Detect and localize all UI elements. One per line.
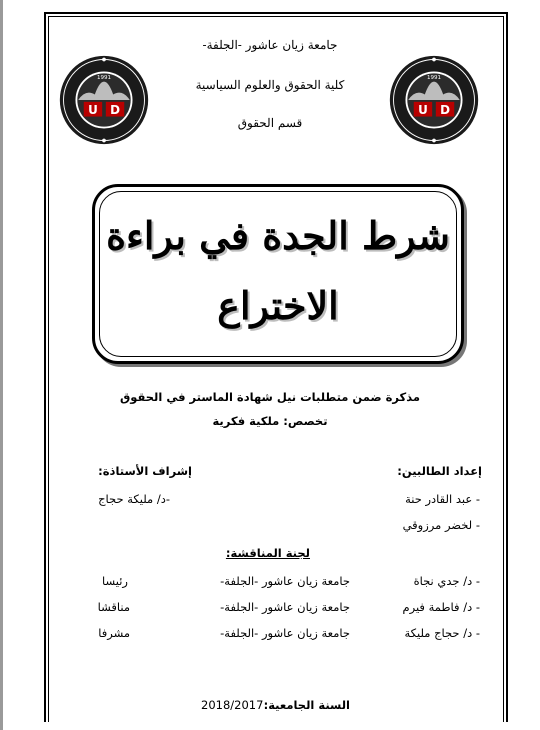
logo-letter-u: U [88, 102, 98, 117]
university-logo-right [388, 54, 480, 146]
academic-year-value: 2018/2017 [201, 698, 264, 712]
logo-letter-d: D [110, 102, 121, 117]
title-line-1: شرط الجدة في براءة [106, 213, 450, 258]
committee-member-1-role: رئيسا [102, 574, 128, 588]
logo-year: 1991 [426, 74, 442, 81]
committee-member-3-role: مشرفا [98, 626, 130, 640]
title-line-2: الاختراع [217, 283, 339, 328]
logo-letter-u: U [418, 102, 428, 117]
committee-member-1-institution: جامعة زيان عاشور -الجلفة- [220, 574, 350, 588]
header-university: جامعة زيان عاشور -الجلفة- [202, 38, 338, 52]
logo-year: 1991 [96, 74, 112, 81]
students-label: إعداد الطالبين: [397, 464, 482, 478]
committee-member-2-institution: جامعة زيان عاشور -الجلفة- [220, 600, 350, 614]
title-box [92, 184, 464, 364]
header-department: قسم الحقوق [237, 116, 303, 130]
student-name-1: - عبد القادر حنة [405, 492, 480, 506]
committee-label: لجنة المناقشة: [225, 546, 310, 560]
academic-year-label: السنة الجامعية: [263, 698, 350, 712]
supervisor-name: -د/ مليكة حجاج [98, 492, 170, 506]
supervision-label: إشراف الأستاذة: [98, 464, 192, 478]
committee-member-3-institution: جامعة زيان عاشور -الجلفة- [220, 626, 350, 640]
committee-member-3-name: - د/ حجاج مليكة [404, 626, 480, 640]
committee-member-2-role: مناقشا [97, 600, 130, 614]
committee-member-1-name: - د/ جدي نجاة [413, 574, 480, 588]
university-logo-left [58, 54, 150, 146]
committee-member-2-name: - د/ فاطمة فيرم [402, 600, 480, 614]
header-faculty: كلية الحقوق والعلوم السياسية [195, 78, 345, 92]
logo-letter-d: D [440, 102, 451, 117]
student-name-2: - لخضر مرزوقي [402, 518, 480, 532]
thesis-specialty: تخصص: ملكية فكرية [212, 414, 328, 428]
page-left-edge [0, 0, 3, 730]
thesis-purpose: مذكرة ضمن متطلبات نيل شهادة الماستر في الحقوق [120, 390, 420, 404]
